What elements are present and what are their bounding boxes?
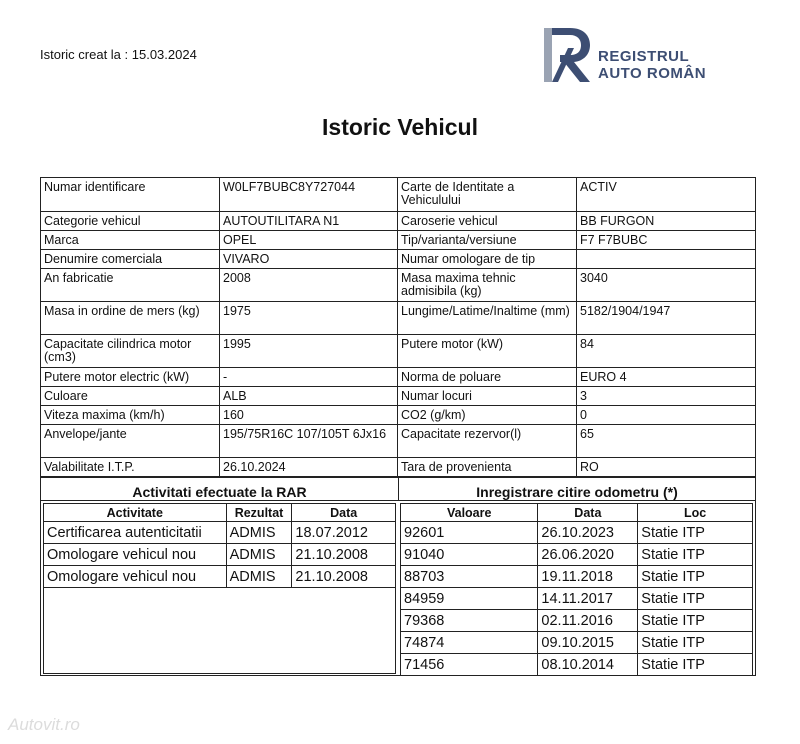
table-cell: 09.10.2015 [538, 632, 638, 654]
field-value: ALB [219, 387, 397, 405]
field-value: 3040 [576, 269, 755, 301]
table-cell: Certificarea autenticitatii [44, 522, 227, 544]
field-value [576, 250, 755, 268]
field-label: Numar identificare [44, 180, 146, 194]
field-label: Numar locuri [397, 387, 576, 405]
vehicle-row [41, 367, 755, 386]
table-cell: Statie ITP [638, 588, 753, 610]
field-value: 3 [576, 387, 755, 405]
vehicle-row [41, 424, 755, 457]
field-label: Culoare [44, 389, 88, 403]
page-title: Istoric Vehicul [322, 114, 478, 140]
table-cell: Omologare vehicul nou [44, 544, 227, 566]
field-label: Caroserie vehicul [397, 212, 576, 230]
vehicle-row [41, 211, 755, 230]
field-label: Masa maxima tehnic admisibila (kg) [397, 269, 576, 301]
table-cell: 91040 [401, 544, 538, 566]
logo-line-1: REGISTRUL [598, 48, 690, 65]
field-label: Tara de provenienta [397, 458, 576, 476]
table-cell: 18.07.2012 [292, 522, 396, 544]
field-label: Capacitate rezervor(l) [397, 425, 576, 457]
field-value: 1975 [219, 302, 397, 334]
field-value: EURO 4 [576, 368, 755, 386]
vehicle-row [41, 334, 755, 367]
vehicle-row [41, 249, 755, 268]
odometer-row [401, 522, 753, 544]
field-value: - [219, 368, 397, 386]
rar-logo-text [598, 48, 706, 82]
field-label: Putere motor (kW) [397, 335, 576, 367]
vehicle-row [41, 386, 755, 405]
vehicle-row [41, 268, 755, 301]
field-value: 84 [576, 335, 755, 367]
field-value: 1995 [219, 335, 397, 367]
field-value: ACTIV [576, 178, 755, 211]
column-header: Data [538, 504, 638, 522]
table-cell: ADMIS [226, 522, 292, 544]
vehicle-row [41, 301, 755, 334]
field-value: RO [576, 458, 755, 476]
activity-row [44, 522, 396, 544]
field-label: CO2 (g/km) [397, 406, 576, 424]
field-label: Valabilitate I.T.P. [44, 460, 135, 474]
field-value: W0LF7BUBC8Y727044 [219, 178, 397, 211]
field-label: An fabricatie [44, 271, 114, 285]
field-value: 0 [576, 406, 755, 424]
table-cell: Omologare vehicul nou [44, 566, 227, 588]
column-header: Rezultat [226, 504, 292, 522]
field-label: Denumire comerciala [44, 252, 163, 266]
column-header: Loc [638, 504, 753, 522]
field-value: 5182/1904/1947 [576, 302, 755, 334]
field-label: Carte de Identitate a Vehiculului [397, 178, 576, 211]
field-label: Marca [44, 233, 79, 247]
column-header: Data [292, 504, 396, 522]
odometer-header-row [401, 504, 753, 522]
field-label: Lungime/Latime/Inaltime (mm) [397, 302, 576, 334]
field-label: Viteza maxima (km/h) [44, 408, 165, 422]
activities-title: Activitati efectuate la RAR [132, 484, 307, 500]
field-value: F7 F7BUBC [576, 231, 755, 249]
odometer-row [401, 544, 753, 566]
odometer-row [401, 566, 753, 588]
field-value: 65 [576, 425, 755, 457]
table-cell: 88703 [401, 566, 538, 588]
field-label: Putere motor electric (kW) [44, 370, 190, 384]
history-section [40, 477, 756, 676]
field-value: 2008 [219, 269, 397, 301]
table-cell: 26.10.2023 [538, 522, 638, 544]
activity-row [44, 566, 396, 588]
section-rule [41, 500, 755, 501]
table-cell: 74874 [401, 632, 538, 654]
odometer-row [401, 610, 753, 632]
field-label: Tip/varianta/versiune [397, 231, 576, 249]
odometer-row [401, 632, 753, 654]
field-value: 195/75R16C 107/105T 6Jx16 [219, 425, 397, 457]
field-label: Masa in ordine de mers (kg) [44, 304, 200, 318]
field-value: 26.10.2024 [219, 458, 397, 476]
column-header: Valoare [401, 504, 538, 522]
table-cell: Statie ITP [638, 654, 753, 676]
table-cell: 14.11.2017 [538, 588, 638, 610]
watermark: Autovit.ro [8, 715, 80, 734]
field-label: Categorie vehicul [44, 214, 141, 228]
odometer-table [400, 503, 753, 676]
table-cell: 92601 [401, 522, 538, 544]
field-value: VIVARO [219, 250, 397, 268]
table-cell: 02.11.2016 [538, 610, 638, 632]
vehicle-row [41, 405, 755, 424]
vehicle-details-table [40, 177, 756, 477]
table-cell: 71456 [401, 654, 538, 676]
odometer-row [401, 654, 753, 676]
table-cell: Statie ITP [638, 632, 753, 654]
column-header: Activitate [44, 504, 227, 522]
field-label: Norma de poluare [397, 368, 576, 386]
table-cell: 08.10.2014 [538, 654, 638, 676]
field-label: Anvelope/jante [44, 427, 127, 441]
history-created-date: Istoric creat la : 15.03.2024 [40, 47, 197, 62]
table-cell: Statie ITP [638, 610, 753, 632]
field-value: OPEL [219, 231, 397, 249]
odometer-row [401, 588, 753, 610]
table-cell: 84959 [401, 588, 538, 610]
table-cell: 21.10.2008 [292, 544, 396, 566]
activities-table [43, 503, 396, 588]
field-value: 160 [219, 406, 397, 424]
table-cell: Statie ITP [638, 566, 753, 588]
rar-logo-icon [540, 24, 598, 86]
table-cell: 21.10.2008 [292, 566, 396, 588]
logo-line-2: AUTO ROMÂN [598, 65, 707, 82]
field-value: BB FURGON [576, 212, 755, 230]
table-cell: ADMIS [226, 566, 292, 588]
field-label: Numar omologare de tip [397, 250, 576, 268]
vehicle-row [41, 230, 755, 249]
rar-logo [540, 24, 720, 86]
table-cell: Statie ITP [638, 544, 753, 566]
table-cell: 79368 [401, 610, 538, 632]
table-cell: Statie ITP [638, 522, 753, 544]
table-cell: ADMIS [226, 544, 292, 566]
activity-row [44, 544, 396, 566]
table-cell: 26.06.2020 [538, 544, 638, 566]
vehicle-row [41, 178, 755, 211]
vehicle-row [41, 457, 755, 476]
odometer-title: Inregistrare citire odometru (*) [476, 484, 678, 500]
field-value: AUTOUTILITARA N1 [219, 212, 397, 230]
table-cell: 19.11.2018 [538, 566, 638, 588]
field-label: Capacitate cilindrica motor (cm3) [44, 337, 192, 364]
activities-header-row [44, 504, 396, 522]
